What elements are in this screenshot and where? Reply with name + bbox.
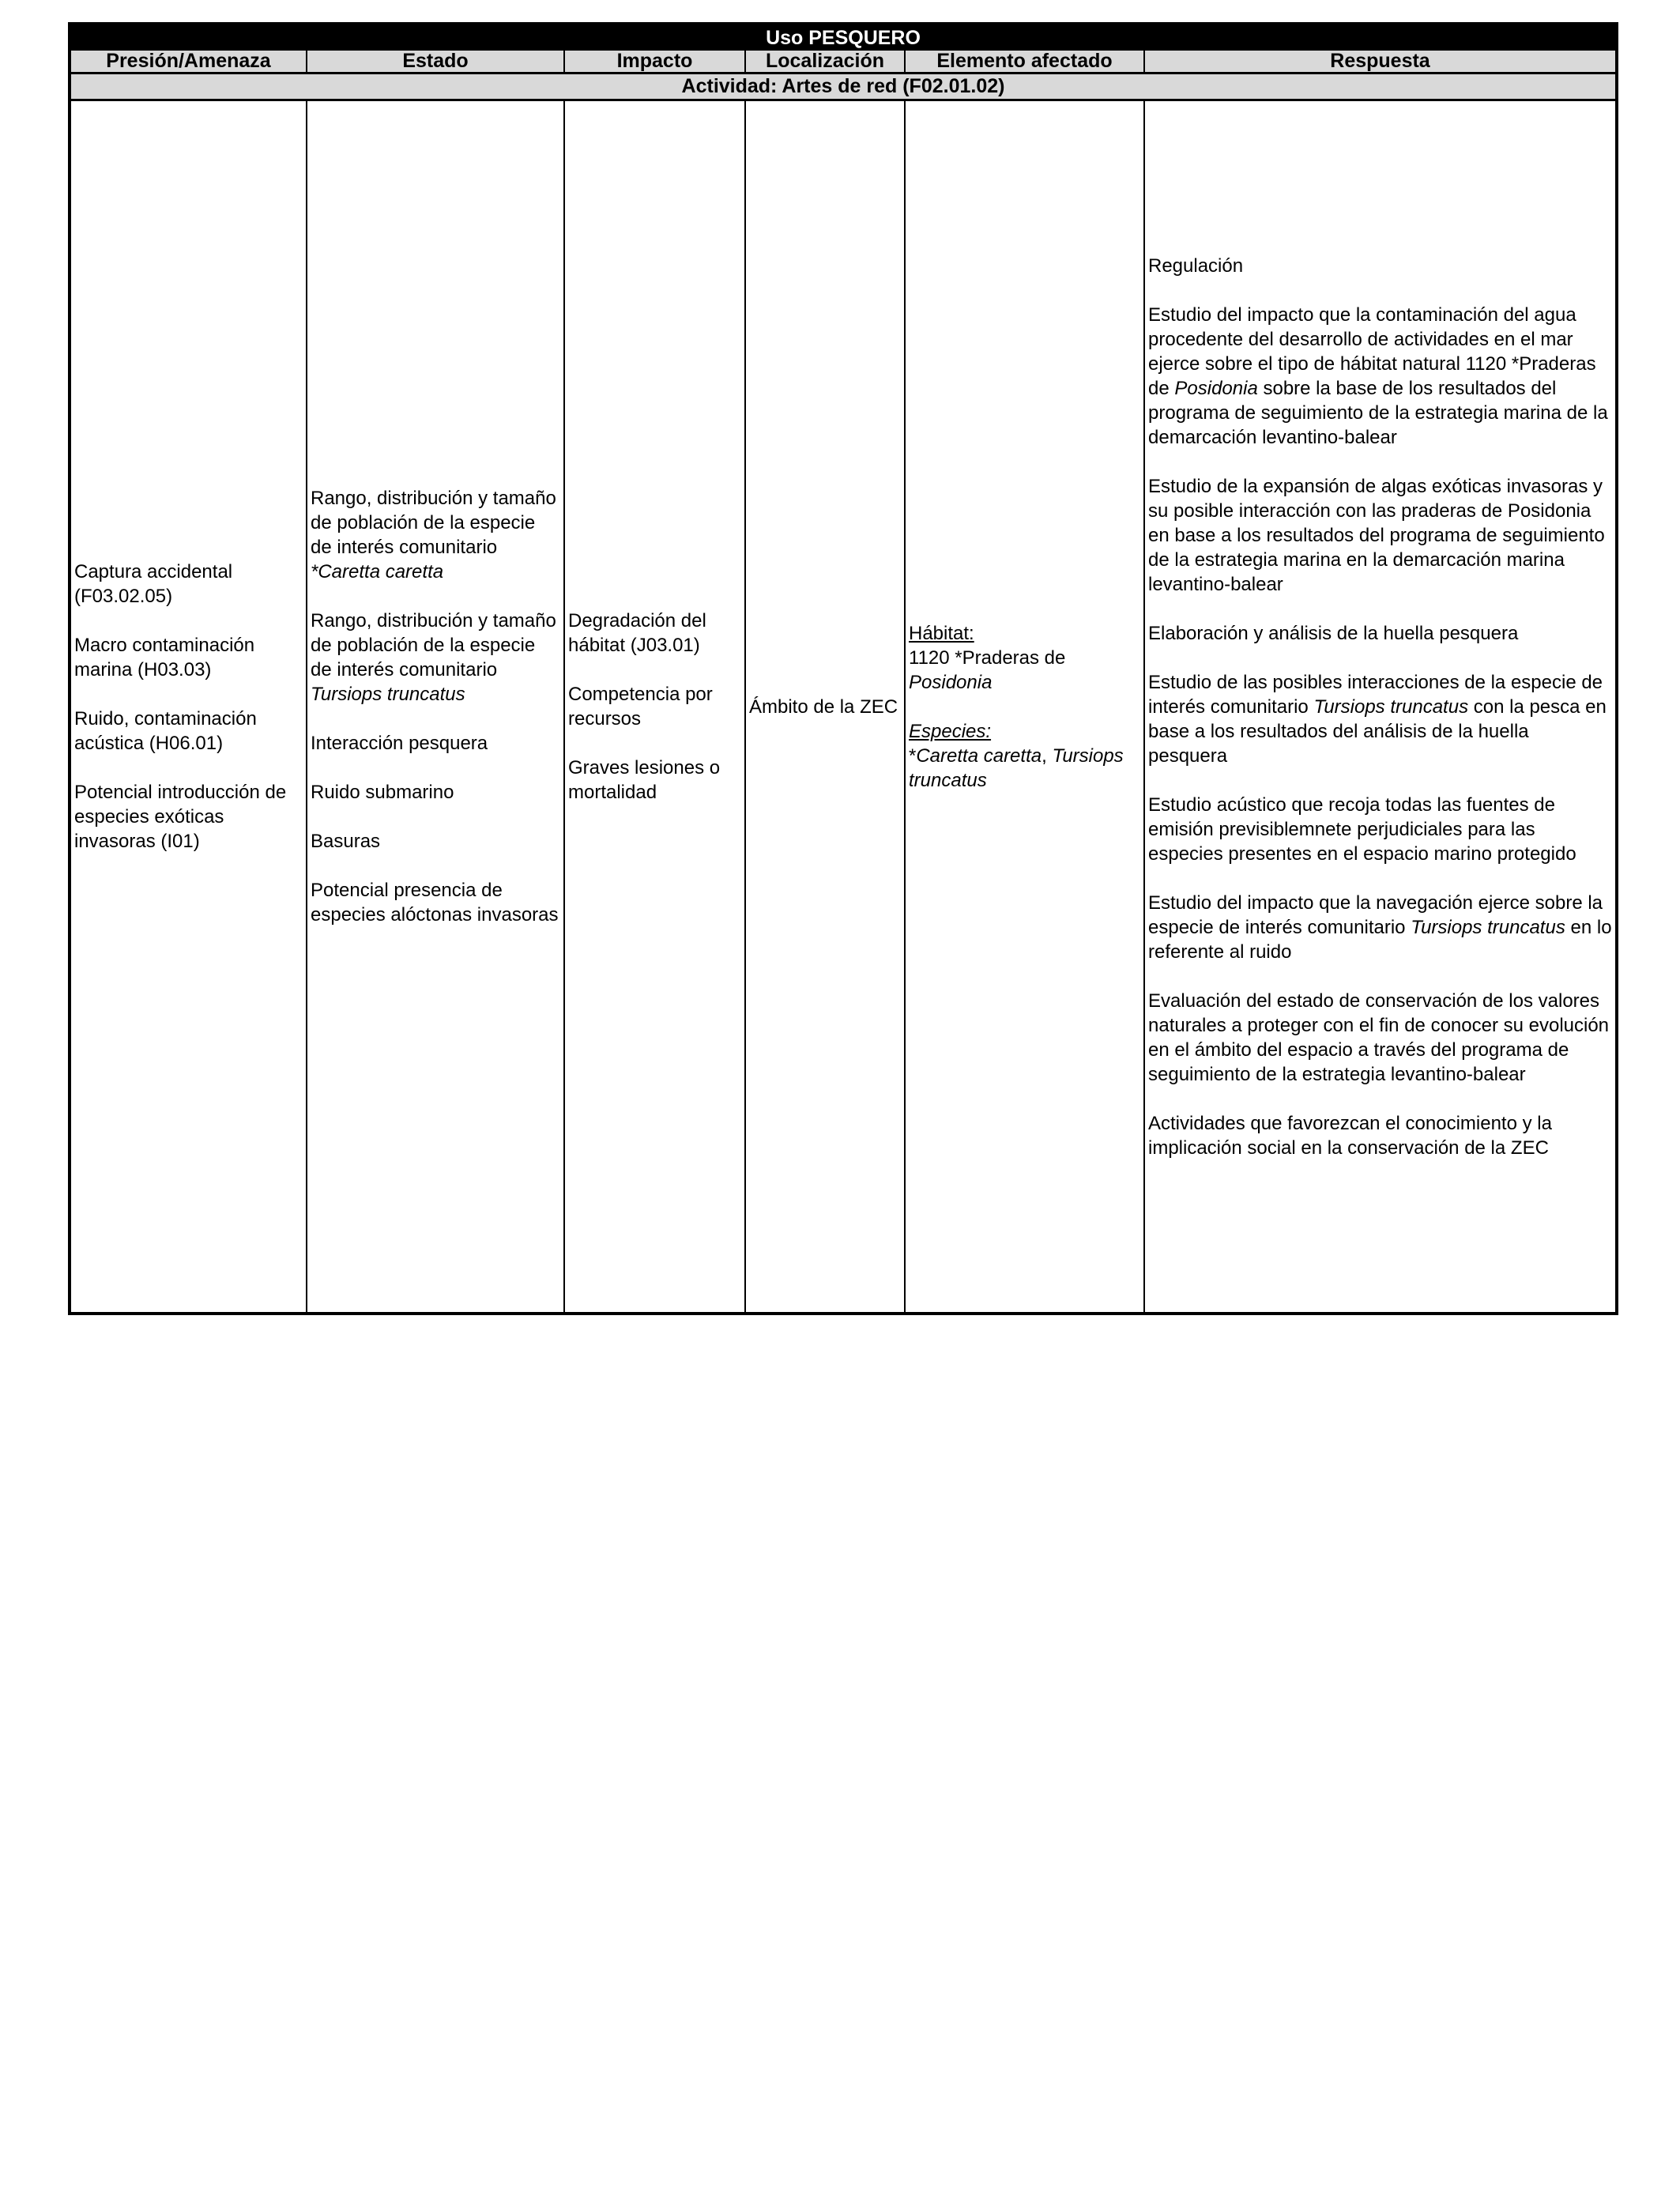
table-title: Uso PESQUERO: [71, 25, 1615, 51]
header-presion: Presión/Amenaza: [71, 51, 307, 72]
presion-item: Macro contaminación marina (H03.03): [74, 635, 255, 680]
header-impacto: Impacto: [565, 51, 746, 72]
respuesta-item: Regulación: [1148, 254, 1244, 277]
elemento-especies: Especies: *Caretta caretta, Tursiops truncatus: [909, 720, 1124, 791]
estado-item: Rango, distribución y tamaño de población de la especie de interés comunitario Tursiops truncatus: [311, 610, 556, 705]
estado-item: Potencial presencia de especies alóctonas invasoras: [311, 880, 559, 925]
respuesta-item: Estudio de la expansión de algas exóticas invasoras y su posible interacción con las praderas de Posidonia en base a los resultados del programa de seguimiento de la estrategia marina en la demarcación marina levantino-balear: [1148, 475, 1605, 595]
respuesta-item: Elaboración y análisis de la huella pesquera: [1148, 622, 1519, 644]
respuesta-item: Actividades que favorezcan el conocimiento y la implicación social en la conservación de la ZEC: [1148, 1112, 1552, 1159]
impacto-item: Degradación del hábitat (J03.01): [568, 610, 706, 656]
cell-elemento: [906, 101, 1145, 1312]
presion-item: Ruido, contaminación acústica (H06.01): [74, 708, 257, 754]
cell-impacto: [565, 101, 746, 1312]
header-localizacion: Localización: [746, 51, 906, 72]
cell-presion: [71, 101, 307, 1312]
cell-estado: [307, 101, 565, 1312]
cell-respuesta: [1145, 101, 1615, 1312]
respuesta-item: Estudio del impacto que la contaminación del agua procedente del desarrollo de actividades en el mar ejerce sobre el tipo de hábitat natural 1120 *Praderas de Posidonia sobre la base de los resultados del programa de seguimiento de la estrategia marina de la demarcación levantino-balear: [1148, 303, 1608, 448]
header-row: [71, 51, 1615, 74]
pressure-table: [68, 22, 1618, 1315]
header-elemento: Elemento afectado: [906, 51, 1145, 72]
estado-item: Interacción pesquera: [311, 733, 488, 754]
respuesta-item: Estudio de las posibles interacciones de la especie de interés comunitario Tursiops truncatus con la pesca en base a los resultados del análisis de la huella pesquera: [1148, 671, 1607, 767]
activity-row: Actividad: Artes de red (F02.01.02): [71, 74, 1615, 101]
respuesta-item: Evaluación del estado de conservación de los valores naturales a proteger con el fin de conocer su evolución en el ámbito del espacio a través del programa de seguimiento de la estrategia levantino-balear: [1148, 990, 1610, 1085]
habitat-label: Hábitat:: [909, 622, 974, 644]
cell-localizacion: [746, 101, 906, 1312]
elemento-habitat: Hábitat: 1120 *Praderas de Posidonia: [909, 622, 1066, 693]
presion-item: Potencial introducción de especies exóticas invasoras (I01): [74, 782, 287, 852]
estado-item: Rango, distribución y tamaño de población de la especie de interés comunitario *Caretta caretta: [311, 488, 556, 582]
respuesta-item: Estudio acústico que recoja todas las fuentes de emisión previsiblemnete perjudiciales para las especies presentes en el espacio marino protegido: [1148, 794, 1576, 865]
estado-item: Ruido submarino: [311, 782, 454, 803]
especies-label: Especies:: [909, 720, 992, 742]
estado-item: Basuras: [311, 831, 381, 852]
header-estado: Estado: [307, 51, 565, 72]
header-respuesta: Respuesta: [1330, 51, 1430, 72]
impacto-item: Competencia por recursos: [568, 684, 713, 729]
table-row: [71, 101, 1615, 1312]
respuesta-item: Estudio del impacto que la navegación ejerce sobre la especie de interés comunitario Tursiops truncatus en lo referente al ruido: [1148, 892, 1612, 963]
impacto-item: Graves lesiones o mortalidad: [568, 757, 721, 803]
presion-item: Captura accidental (F03.02.05): [74, 561, 233, 607]
localizacion-text: Ámbito de la ZEC: [749, 696, 898, 718]
